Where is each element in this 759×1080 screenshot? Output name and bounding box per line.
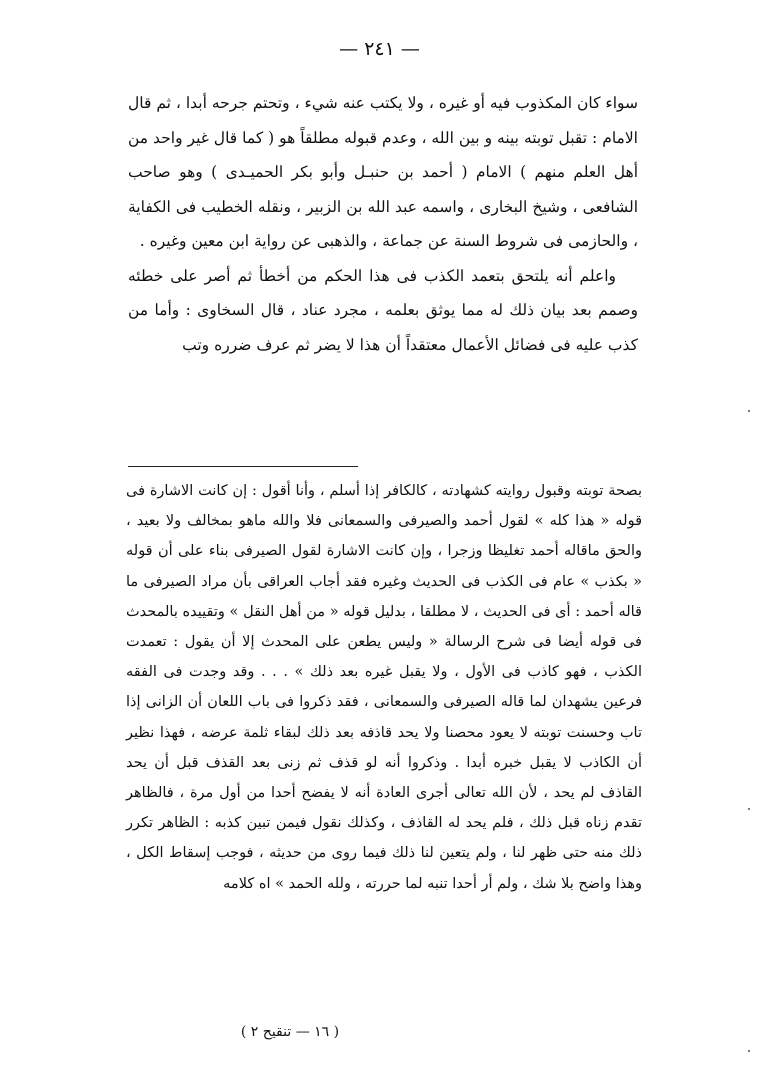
footnote-separator [128,466,358,467]
scan-speck [748,1050,750,1052]
main-paragraph-2: واعلم أنه يلتحق بتعمد الكذب فى هذا الحكم من أخطأ ثم أصر على خطئه وصمم بعد بيان ذلك له مما يوثق بعلمه ، مجرد عناد ، قال السخاوى : وأما من كذب عليه فى فضائل الأعمال معتقداً أن هذا لا يضر ثم عرف ضرره وتب [128,266,638,354]
footnote-text [126,476,642,899]
signature-mark: ( ١٦ — تنقيح ٢ ) [240,1024,340,1040]
footnote-paragraph-1: بصحة توبته وقبول روايته كشهادته ، كالكافر إذا أسلم ، وأنا أقول : إن كانت الاشارة فى قوله « هذا كله » لقول أحمد والصيرفى والسمعانى فلا والله ماهو بمخالف ولا بعيد ، والحق ماقاله أحمد تغليظا وزجرا ، وإن كانت الاشارة لقول الصيرفى بناء على أن قوله « بكذب » عام فى الكذب فى الحديث وغيره فقد أجاب العراقى بأن مراد الصيرفى ما قاله أحمد : أى فى الحديث ، لا مطلقا ، بدليل قوله « من أهل النقل » وتقييده بالمحدث فى قوله أيضا فى شرح الرسالة « وليس يطعن على المحدث إلا أن يقول : تعمدت الكذب ، فهو كاذب فى الأول ، ولا يقبل غيره بعد ذلك » . . . وقد وجدت فى الفقه فرعين يشهدان لما قاله الصيرفى والسمعانى ، فقد ذكروا فى باب اللعان أن الزانى إذا تاب وحسنت توبته لا يعود محصنا ولا يحد قاذفه بعد ذلك لبقاء ثلمة عرضه ، فهذا نظير أن الكاذب لا يقبل خبره أبدا . وذكروا أنه لو قذف ثم زنى بعد القذف قبل أن يحد القاذف لم يحد ، لأن الله تعالى أجرى العادة أنه لا يفضح أحدا من أول مرة ، فالظاهر تقدم زناه قبل ذلك ، فلم يحد له القاذف ، وكذلك نقول فيمن تبين كذبه : الظاهر تكرر ذلك منه حتى ظهر لنا ، ولم يتعين لنا ذلك فيما روى من حديثه ، فوجب إسقاط الكل ، وهذا واضح بلا شك ، ولم أر أحدا تنبه لما حررته ، ولله الحمد » اه كلامه [126,483,642,892]
main-paragraph-1: سواء كان المكذوب فيه أو غيره ، ولا يكتب عنه شيء ، وتحتم جرحه أبدا ، ثم قال الامام : تقبل توبته بينه و بين الله ، وعدم قبوله مطلقاً هو ( كما قال غير واحد من أهل العلم منهم ) الامام ( أحمد بن حنبـل وأبو بكر الحميـدى ) وهو صاحب الشافعى ، وشيخ البخارى ، واسمه عبد الله بن الزبير ، ونقله الخطيب فى الكفاية ، والحازمى فى شروط السنة عن جماعة ، والذهبى عن رواية ابن معين وغيره . [128,94,638,250]
page-number: — ٢٤١ — [339,38,420,60]
scan-speck [748,808,750,810]
scan-speck [748,410,750,412]
main-text [128,86,638,362]
